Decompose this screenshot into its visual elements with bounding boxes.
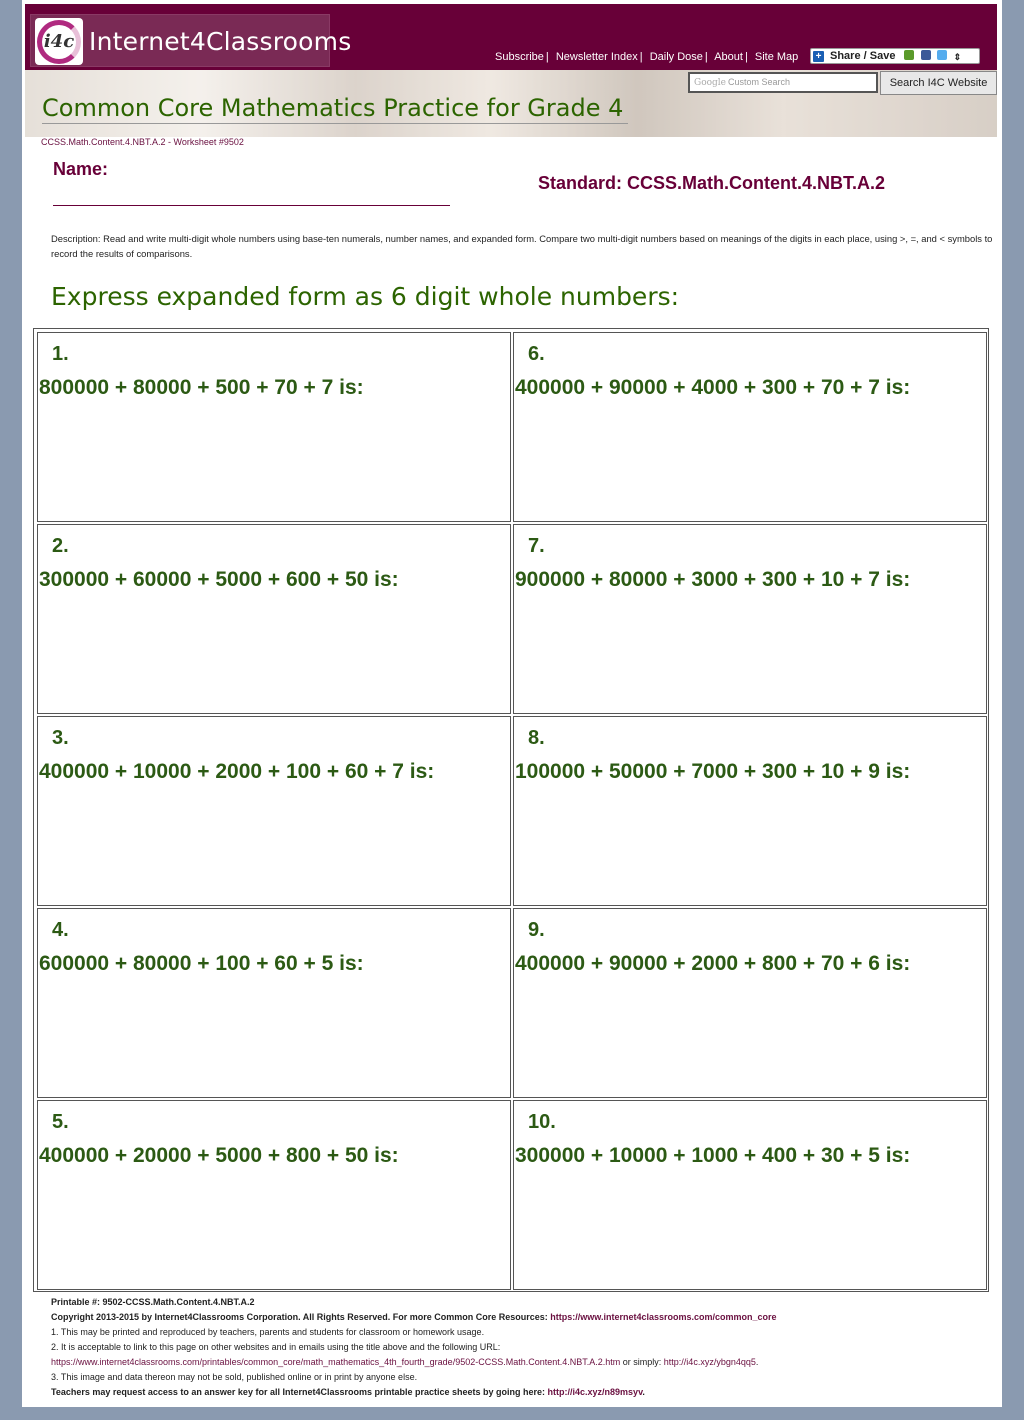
- worksheet-page: [22, 0, 1002, 1407]
- short-url-link[interactable]: http://i4c.xyz/ybgn4qq5: [663, 1357, 756, 1367]
- nav-subscribe[interactable]: Subscribe: [495, 51, 544, 63]
- top-nav: [495, 51, 798, 63]
- question-text: 400000 + 90000 + 4000 + 300 + 70 + 7 is:: [515, 376, 911, 399]
- worksheet-footer: [51, 1295, 991, 1400]
- share-icons: [901, 50, 961, 63]
- url-period: .: [755, 1357, 759, 1367]
- question-text: 300000 + 10000 + 1000 + 400 + 30 + 5 is:: [515, 1144, 911, 1167]
- question-text: 800000 + 80000 + 500 + 70 + 7 is:: [39, 376, 364, 399]
- question-number: 5.: [52, 1111, 69, 1133]
- name-label: Name:: [53, 159, 109, 179]
- question-cell: [513, 716, 987, 906]
- i4c-logo-icon: [35, 18, 83, 65]
- question-text: 400000 + 20000 + 5000 + 800 + 50 is:: [39, 1144, 399, 1167]
- url-or-simply: or simply:: [620, 1357, 664, 1367]
- question-number: 1.: [52, 343, 69, 365]
- nav-daily-dose[interactable]: Daily Dose: [649, 51, 703, 63]
- question-cell: [37, 1100, 511, 1290]
- breadcrumb: CCSS.Math.Content.4.NBT.A.2 - Worksheet #9502: [41, 137, 244, 147]
- question-cell: [513, 524, 987, 714]
- question-grid: [33, 328, 989, 1292]
- printable-number: Printable #: 9502-CCSS.Math.Content.4.NBT.A.2: [51, 1297, 255, 1307]
- answer-key-link[interactable]: http://i4c.xyz/n89msyv: [547, 1387, 643, 1397]
- url-line: [51, 1355, 991, 1370]
- question-number: 3.: [52, 727, 69, 749]
- share-save-button[interactable]: [810, 48, 980, 64]
- nav-separator: |: [639, 51, 643, 63]
- share-save-label: Share / Save: [830, 50, 896, 62]
- question-cell: [37, 332, 511, 522]
- search-button[interactable]: Search I4C Website: [880, 71, 997, 95]
- answer-key-text: Teachers may request access to an answer key for all Internet4Classrooms printable practice sheets by going here:: [51, 1387, 548, 1397]
- site-logo[interactable]: [30, 14, 352, 67]
- usage-note-3: 3. This image and data thereon may not be sold, published online or in print by anyone else.: [51, 1372, 418, 1382]
- search-placeholder: Custom Search: [728, 77, 791, 87]
- logo-text: Internet4Classrooms: [89, 27, 352, 56]
- usage-note-2: 2. It is acceptable to link to this page on other websites and in emails using the title above and the following URL:: [51, 1342, 501, 1352]
- common-core-link[interactable]: https://www.internet4classrooms.com/common_core: [550, 1312, 777, 1322]
- question-text: 100000 + 50000 + 7000 + 300 + 10 + 9 is:: [515, 760, 911, 783]
- nav-site-map[interactable]: Site Map: [754, 51, 799, 63]
- nav-separator: |: [744, 51, 748, 63]
- twitter-icon: [937, 50, 947, 60]
- logo-badge-text: i4c: [43, 31, 75, 52]
- standard-label: Standard: CCSS.Math.Content.4.NBT.A.2: [538, 173, 886, 193]
- nav-about[interactable]: About: [714, 51, 743, 63]
- email-share-icon: [904, 50, 914, 60]
- name-line: [53, 205, 450, 206]
- question-number: 2.: [52, 535, 69, 557]
- facebook-icon: [921, 50, 931, 60]
- copyright-line: [51, 1310, 991, 1325]
- worksheet-url-link[interactable]: https://www.internet4classrooms.com/printables/common_core/math_mathematics_4th_fourth_grade/9502-CCSS.Math.Content.4.NBT.A.2.htm: [51, 1357, 621, 1367]
- answer-key-line: [51, 1385, 991, 1400]
- copyright-text: Copyright 2013-2015 by Internet4Classrooms Corporation. All Rights Reserved. For more Common Core Resources:: [51, 1312, 551, 1322]
- question-cell: [37, 908, 511, 1098]
- share-plus-icon: +: [813, 51, 824, 62]
- dropdown-arrows-icon: ⇕: [953, 51, 962, 62]
- question-number: 9.: [528, 919, 545, 941]
- usage-note-1: 1. This may be printed and reproduced by teachers, parents and students for classroom or homework usage.: [51, 1327, 485, 1337]
- nav-separator: |: [545, 51, 549, 63]
- google-logo: Google: [694, 78, 726, 88]
- question-number: 4.: [52, 919, 69, 941]
- question-cell: [513, 332, 987, 522]
- nav-newsletter-index[interactable]: Newsletter Index: [555, 51, 638, 63]
- question-cell: [513, 908, 987, 1098]
- question-text: 400000 + 90000 + 2000 + 800 + 70 + 6 is:: [515, 952, 911, 975]
- question-cell: [37, 524, 511, 714]
- question-number: 8.: [528, 727, 545, 749]
- nav-separator: |: [704, 51, 708, 63]
- question-number: 6.: [528, 343, 545, 365]
- instruction-heading: Express expanded form as 6 digit whole numbers:: [51, 282, 680, 311]
- question-text: 300000 + 60000 + 5000 + 600 + 50 is:: [39, 568, 399, 591]
- question-cell: [513, 1100, 987, 1290]
- answer-key-period: .: [642, 1387, 645, 1397]
- question-number: 7.: [528, 535, 545, 557]
- page-title: Common Core Mathematics Practice for Grade 4: [42, 94, 624, 122]
- question-number: 10.: [528, 1111, 556, 1133]
- site-header: [25, 4, 997, 70]
- search-input[interactable]: [688, 72, 878, 93]
- question-cell: [37, 716, 511, 906]
- description-text: Description: Read and write multi-digit whole numbers using base-ten numerals, number names, and expanded form. Compare two multi-digit numbers based on meanings of the digits in each place, using >, =, and < symbols to record the results of comparisons.: [51, 233, 993, 259]
- question-text: 900000 + 80000 + 3000 + 300 + 10 + 7 is:: [515, 568, 911, 591]
- question-text: 400000 + 10000 + 2000 + 100 + 60 + 7 is:: [39, 760, 435, 783]
- question-text: 600000 + 80000 + 100 + 60 + 5 is:: [39, 952, 364, 975]
